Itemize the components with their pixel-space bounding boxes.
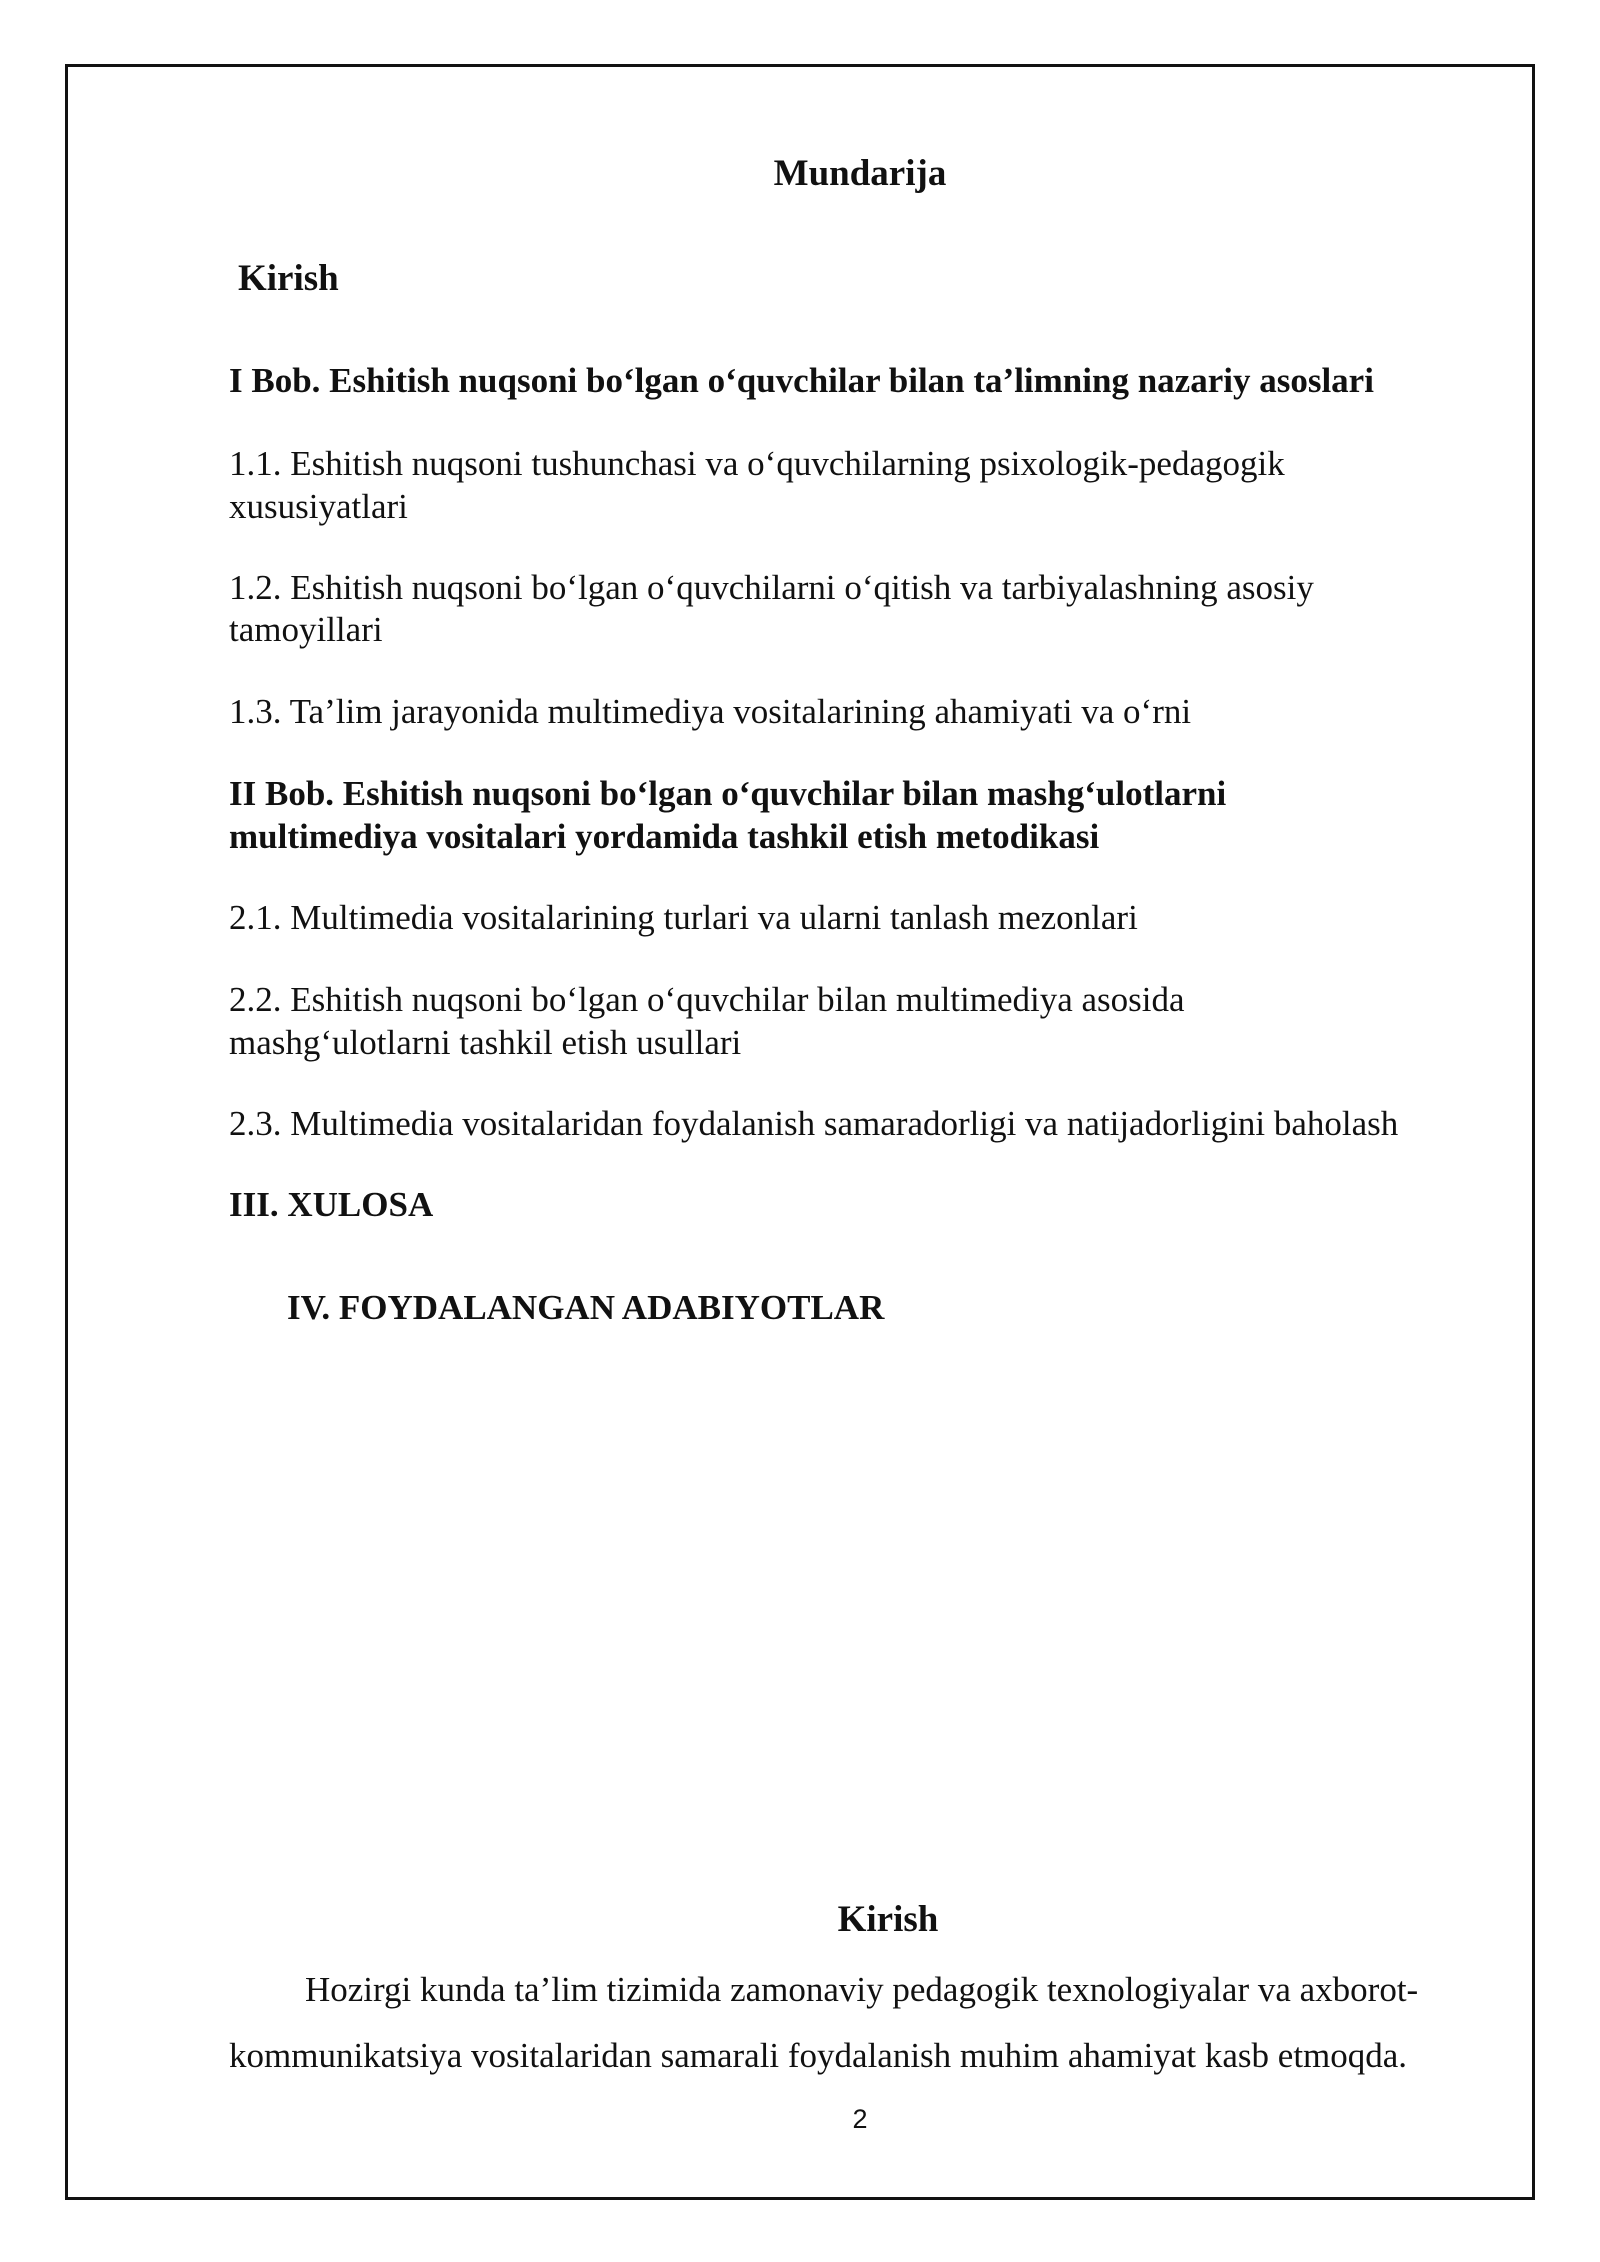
toc-item-1-2-line-2: tamoyillari	[229, 610, 383, 649]
toc-intro: Kirish	[238, 258, 339, 299]
toc-item-1-3: 1.3. Ta’lim jarayonida multimediya vositalarining ahamiyati va o‘rni	[229, 692, 1192, 731]
toc-item-2-2-line-1: 2.2. Eshitish nuqsoni bo‘lgan o‘quvchilar bilan multimediya asosida	[229, 980, 1185, 1019]
toc-conclusion: III. XULOSA	[229, 1185, 434, 1224]
toc-item-2-3: 2.3. Multimedia vositalaridan foydalanish samaradorligi va natijadorligini baholash	[229, 1104, 1399, 1143]
intro-paragraph-line-2: kommunikatsiya vositalaridan samarali foydalanish muhim ahamiyat kasb etmoqda.	[229, 2036, 1408, 2075]
toc-title: Mundarija	[773, 153, 947, 194]
toc-references: IV. FOYDALANGAN ADABIYOTLAR	[287, 1288, 885, 1327]
page-number: 2	[852, 2104, 868, 2134]
intro-heading: Kirish	[837, 1899, 939, 1940]
toc-chapter-2-line-1: II Bob. Eshitish nuqsoni bo‘lgan o‘quvchilar bilan mashg‘ulotlarni	[229, 774, 1227, 813]
toc-item-1-1-line-1: 1.1. Eshitish nuqsoni tushunchasi va o‘quvchilarning psixologik-pedagogik	[229, 444, 1285, 483]
toc-item-1-2-line-1: 1.2. Eshitish nuqsoni bo‘lgan o‘quvchilarni o‘qitish va tarbiyalashning asosiy	[229, 568, 1314, 607]
toc-chapter-2-line-2: multimediya vositalari yordamida tashkil etish metodikasi	[229, 817, 1100, 856]
intro-paragraph-line-1: Hozirgi kunda ta’lim tizimida zamonaviy pedagogik texnologiyalar va axborot-	[305, 1970, 1419, 2009]
toc-chapter-1: I Bob. Eshitish nuqsoni bo‘lgan o‘quvchilar bilan ta’limning nazariy asoslari	[229, 361, 1374, 400]
toc-item-2-1: 2.1. Multimedia vositalarining turlari va ularni tanlash mezonlari	[229, 898, 1138, 937]
toc-item-2-2-line-2: mashg‘ulotlarni tashkil etish usullari	[229, 1023, 742, 1062]
toc-item-1-1-line-2: xususiyatlari	[229, 487, 408, 526]
